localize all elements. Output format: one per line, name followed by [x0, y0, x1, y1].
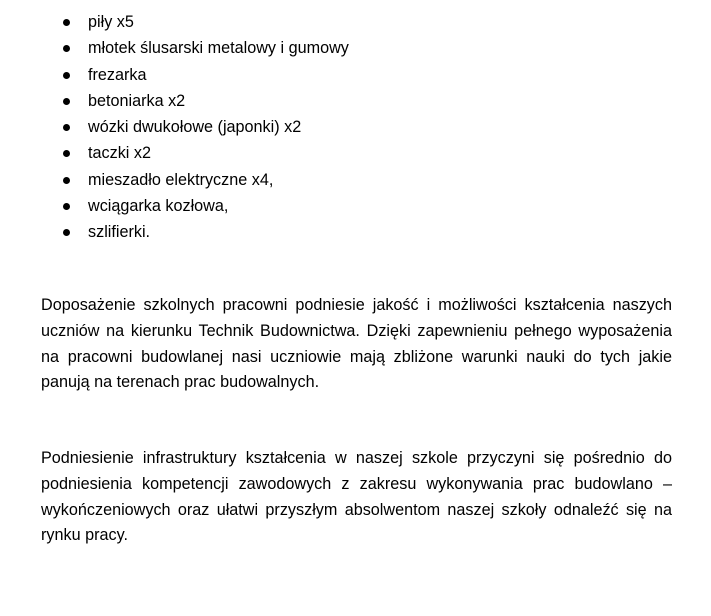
list-item — [63, 140, 349, 166]
bullet-icon — [63, 98, 70, 105]
list-item — [63, 193, 349, 219]
bullet-icon — [63, 19, 70, 26]
bullet-icon — [63, 203, 70, 210]
list-item — [63, 219, 349, 245]
list-item-text: frezarka — [88, 65, 147, 84]
list-item — [63, 62, 349, 88]
list-item-text: szlifierki. — [88, 223, 151, 242]
list-item-text: mieszadło elektryczne x4, — [88, 170, 274, 189]
bullet-icon — [63, 72, 70, 79]
equipment-list — [63, 9, 349, 246]
list-item-text: taczki x2 — [88, 144, 151, 163]
paragraph-infrastructure-benefit: Podniesienie infrastruktury kształcenia w naszej szkole przyczyni się pośrednio do podniesienia kompetencji zawodowych z zakresu wykonywania prac budowlano – wykończeniowych oraz ułatwi przyszłym absolwentom naszej szkoły odnaleźć się na rynku pracy. — [41, 449, 672, 545]
list-item — [63, 35, 349, 61]
list-item-text: wciągarka kozłowa, — [88, 197, 229, 216]
bullet-icon — [63, 45, 70, 52]
list-item — [63, 9, 349, 35]
bullet-icon — [63, 229, 70, 236]
list-item-text: betoniarka x2 — [88, 91, 186, 110]
bullet-icon — [63, 124, 70, 131]
list-item-text: piły x5 — [88, 13, 134, 31]
list-item-text: młotek ślusarski metalowy i gumowy — [88, 39, 349, 58]
list-item — [63, 167, 349, 193]
bullet-icon — [63, 177, 70, 184]
paragraph-equipment-benefit: Doposażenie szkolnych pracowni podniesie jakość i możliwości kształcenia naszych uczniów na kierunku Technik Budownictwa. Dzięki zapewnieniu pełnego wyposażenia na pracowni budowlanej nasi uczniowie mają zbliżone warunki nauki do tych jakie panują na terenach prac budowalnych. — [41, 296, 672, 392]
list-item-text: wózki dwukołowe (japonki) x2 — [88, 118, 302, 137]
list-item — [63, 114, 349, 140]
bullet-icon — [63, 150, 70, 157]
list-item — [63, 88, 349, 114]
